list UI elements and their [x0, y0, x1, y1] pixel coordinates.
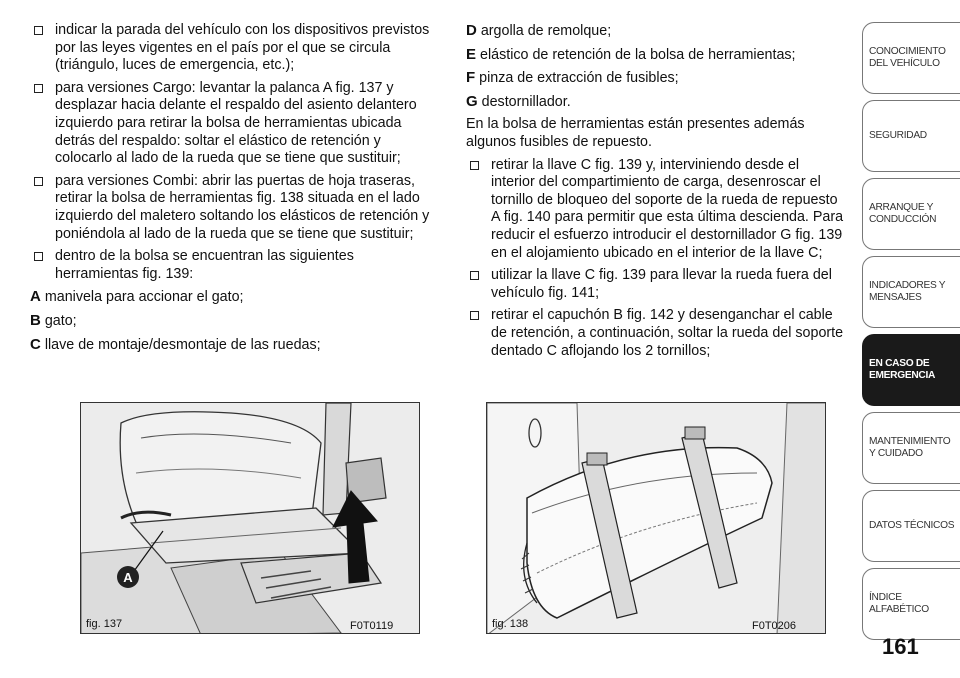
tool-letter: B [30, 311, 41, 329]
left-column [30, 22, 440, 359]
fuses-paragraph: En la bolsa de herramientas están presentes además algunos fusibles de repuesto. [466, 116, 805, 150]
tab-label: MANTENIMIENTO Y CUIDADO [869, 436, 951, 459]
checkbox-bullet-icon [34, 252, 43, 261]
tab-label: CONOCIMIENTO DEL VEHÍCULO [869, 46, 946, 69]
tab-datos-tecnicos[interactable] [862, 490, 960, 562]
tool-text: pinza de extracción de fusibles; [479, 70, 679, 87]
tool-letter: G [466, 92, 478, 110]
tool-letter: D [466, 22, 477, 39]
bullet-item [30, 22, 440, 75]
checkbox-bullet-icon [34, 84, 43, 93]
checkbox-bullet-icon [470, 271, 479, 280]
figure-label: fig. 138 [492, 618, 529, 630]
figure-138 [486, 402, 826, 634]
tool-bag-illustration [487, 403, 826, 634]
tab-label: SEGURIDAD [869, 130, 927, 141]
tab-mantenimiento-y-cuidado[interactable] [862, 412, 960, 484]
tool-letter: C [30, 335, 41, 353]
tool-item-e [466, 46, 846, 65]
tool-text: gato; [44, 312, 77, 329]
seat-illustration [81, 403, 420, 634]
tool-item-g [466, 93, 846, 112]
tool-item-c [30, 336, 440, 355]
marker-a: A [117, 566, 139, 588]
tab-indice-alfabetico[interactable] [862, 568, 960, 640]
tool-text: elástico de retención de la bolsa de herramientas; [480, 46, 796, 63]
tab-label: ARRANQUE Y CONDUCCIÓN [869, 202, 937, 225]
right-column [466, 22, 846, 365]
tab-seguridad[interactable] [862, 100, 960, 172]
checkbox-bullet-icon [470, 161, 479, 170]
page-number: 161 [882, 634, 919, 659]
checkbox-bullet-icon [34, 177, 43, 186]
tool-text: manivela para accionar el gato; [44, 289, 244, 306]
bullet-text: para versiones Combi: abrir las puertas de hoja traseras, retirar la bolsa de herramientas fig. 138 situada en el lado izquierdo del maletero soltando los elásticos de retención y poniéndola al lado de la rueda que se tiene que sustituir; [55, 172, 430, 242]
figure-137 [80, 402, 420, 634]
tab-label: EN CASO DE EMERGENCIA [869, 358, 936, 381]
bullet-item [466, 307, 846, 360]
tab-indicadores-y-mensajes[interactable] [862, 256, 960, 328]
figure-code: F0T0119 [350, 620, 394, 632]
bullet-item [466, 267, 846, 302]
tool-item-f [466, 69, 846, 88]
figure-code: F0T0206 [752, 620, 797, 632]
tab-label: ÍNDICE ALFABÉTICO [869, 592, 929, 615]
tab-label: DATOS TÉCNICOS [869, 520, 955, 531]
tool-text: llave de montaje/desmontaje de las ruedas; [44, 336, 321, 353]
tool-item-b [30, 312, 440, 331]
tool-letter: F [466, 69, 476, 87]
tab-label: INDICADORES Y MENSAJES [869, 280, 946, 303]
bullet-item [30, 248, 440, 283]
bullet-text: dentro de la bolsa se encuentran las siguientes herramientas fig. 139: [55, 248, 354, 282]
bullet-text: indicar la parada del vehículo con los dispositivos previstos por las leyes vigentes en el país por el que se circula (triángulo, luces de emergencia, etc.); [55, 22, 430, 74]
bullet-item [466, 157, 846, 263]
tab-en-caso-de-emergencia[interactable] [862, 334, 960, 406]
bullet-text: utilizar la llave C fig. 139 para llevar la rueda fuera del vehículo fig. 141; [491, 267, 832, 301]
checkbox-bullet-icon [470, 311, 479, 320]
tool-text: argolla de remolque; [480, 23, 612, 39]
tab-conocimiento-del-vehiculo[interactable] [862, 22, 960, 94]
checkbox-bullet-icon [34, 26, 43, 35]
tool-letter: A [30, 288, 41, 306]
bullet-text: para versiones Cargo: levantar la palanca A fig. 137 y desplazar hacia delante el respaldo del asiento delantero izquierdo para retirar la bolsa de herramientas ubicada detrás del respaldo: soltar el elástico de retención y colocarlo al lado de la rueda que se tiene que sustituir; [55, 79, 417, 167]
chapter-tabs [862, 22, 960, 646]
bullet-text: retirar el capuchón B fig. 142 y desenganchar el cable de retención, a continuación, soltar la rueda del soporte dentado C aflojando los 2 tornillos; [491, 307, 844, 359]
tool-item-a [30, 288, 440, 307]
figure-label: fig. 137 [86, 618, 123, 630]
bullet-item [30, 80, 440, 168]
bullet-item [30, 173, 440, 243]
tool-letter: E [466, 45, 477, 63]
tool-item-d [466, 22, 846, 41]
tab-arranque-y-conduccion[interactable] [862, 178, 960, 250]
tool-text: destornillador. [481, 93, 571, 110]
bullet-text: retirar la llave C fig. 139 y, interviniendo desde el interior del compartimiento de carga, desenroscar el tornillo de bloqueo del soporte de la rueda de repuesto A fig. 140 para permitir que esta última descienda. Para reducir el esfuerzo introducir el destornillador G fig. 139 en el alojamiento ubicado en el interior de la llave C; [491, 156, 844, 261]
